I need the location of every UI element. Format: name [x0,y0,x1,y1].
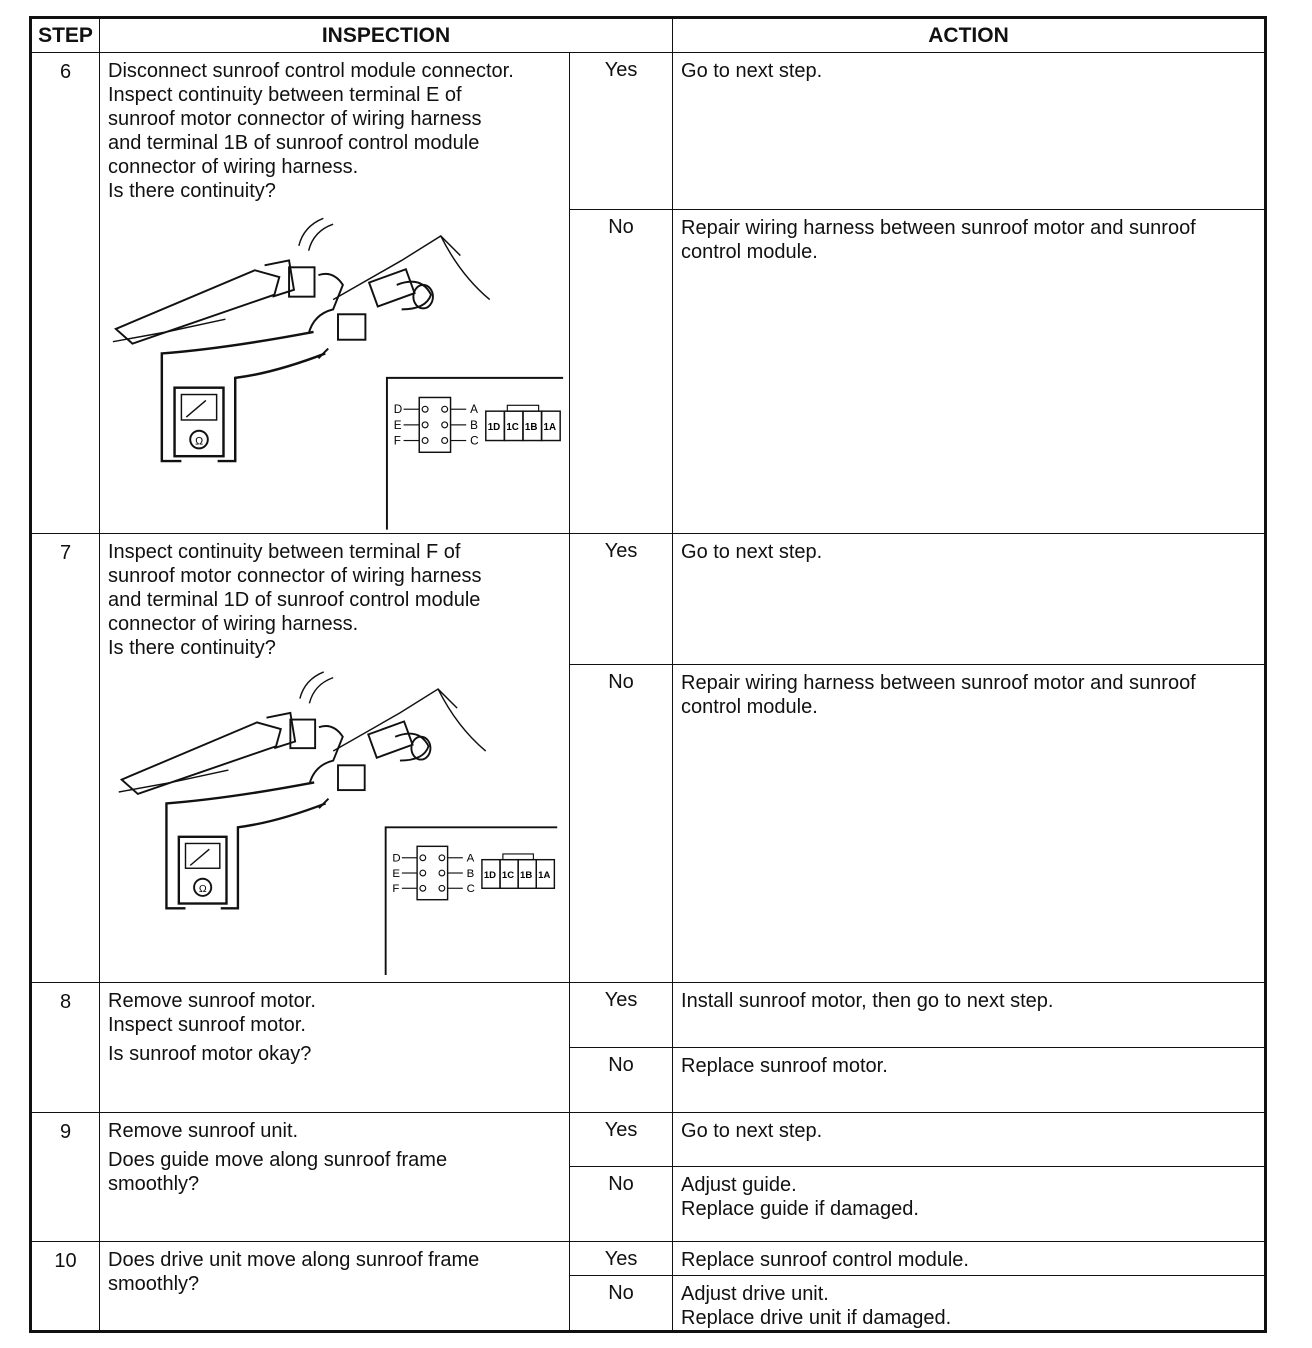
action-line: Go to next step. [681,60,823,82]
pin-label: D [392,852,401,865]
pin-label: E [392,867,400,880]
action-line: Install sunroof motor, then go to next step. [681,990,1054,1012]
pin-label: B [466,867,475,880]
yes-label: Yes [570,534,673,665]
yes-action [673,983,1266,1048]
action-line: Replace drive unit if damaged. [681,1307,952,1329]
step-number: 6 [31,53,100,534]
header-step: STEP [31,18,100,53]
terminal-label: 1D [487,421,501,433]
step-9-yes-row [31,1113,1266,1167]
step-number: 9 [31,1113,100,1242]
pin-label: C [470,434,479,448]
action-line: control module. [681,240,818,263]
inspection-line: connector of wiring harness. [108,613,359,635]
yes-action [673,534,1266,665]
action-line: control module. [681,696,818,718]
action-line: Go to next step. [681,1120,823,1142]
inspection-line: Is there continuity? [108,180,276,202]
inspection-line: Inspect continuity between terminal F of [108,541,461,563]
yes-action [673,53,1266,210]
pin-label: D [393,403,403,417]
no-label: No [570,209,673,533]
inspection-line: Remove sunroof motor. [108,990,316,1012]
step-10-yes-row [31,1242,1266,1276]
no-label: No [570,665,673,983]
inspection-line: Does drive unit move along sunroof frame [108,1249,480,1271]
action-line: Replace sunroof control module. [681,1249,969,1271]
action-line: Repair wiring harness between sunroof motor and sunroof [681,216,1196,239]
action-line: Repair wiring harness between sunroof motor and sunroof [681,672,1196,694]
step-number: 7 [31,534,100,983]
no-label: No [570,1048,673,1113]
yes-action [673,1113,1266,1167]
no-label: No [570,1167,673,1242]
terminal-label: 1A [538,869,551,881]
yes-label: Yes [570,1242,673,1276]
pin-label: C [466,883,475,896]
no-action [673,209,1266,533]
pin-label: A [466,852,475,865]
header-row [31,18,1266,53]
action-line: Replace guide if damaged. [681,1198,919,1220]
inspection-line: and terminal 1B of sunroof control module [108,132,480,154]
step-7-yes-row [31,534,1266,665]
no-action [673,1167,1266,1242]
inspection-line: Inspect sunroof motor. [108,1014,306,1036]
yes-label: Yes [570,53,673,210]
step-number: 10 [31,1242,100,1332]
pin-label: F [392,883,400,896]
step-8-inspection [100,983,570,1113]
inspection-line: Does guide move along sunroof frame [108,1149,448,1171]
step-9-inspection [100,1113,570,1242]
header-action: ACTION [673,18,1266,53]
terminal-label: 1B [520,869,533,881]
action-line: Adjust drive unit. [681,1283,829,1305]
pin-label: B [470,418,478,432]
terminal-label: 1A [543,421,557,433]
terminal-label: 1B [524,421,538,433]
continuity-check-illustration [108,213,563,533]
no-action [673,665,1266,983]
action-line: Adjust guide. [681,1174,797,1196]
inspection-line: and terminal 1D of sunroof control module [108,589,481,611]
inspection-line: smoothly? [108,1173,200,1195]
connector-pinout-inset [392,846,554,899]
inspection-line: sunroof motor connector of wiring harness [108,108,482,130]
connector-pinout-inset [394,397,560,452]
inspection-line: Is there continuity? [108,637,276,659]
yes-label: Yes [570,983,673,1048]
inspection-line: Is sunroof motor okay? [108,1043,312,1065]
step-10-inspection [100,1242,570,1332]
step-6-inspection [100,53,570,534]
terminal-label: 1D [483,869,496,881]
inspection-line: connector of wiring harness. [108,156,359,178]
terminal-label: 1C [506,421,519,433]
inspection-line: sunroof motor connector of wiring harness [108,565,482,587]
pin-label: A [470,403,478,417]
terminal-label: 1C [501,869,515,881]
pin-label: E [393,418,402,432]
step-number: 8 [31,983,100,1113]
inspection-line: Disconnect sunroof control module connector. [108,60,514,82]
yes-action [673,1242,1266,1276]
no-label: No [570,1276,673,1332]
action-line: Go to next step. [681,541,823,563]
inspection-line: Inspect continuity between terminal E of [108,84,462,106]
header-inspection: INSPECTION [100,18,673,53]
step-7-inspection [100,534,570,983]
diagnosis-table [29,16,1267,1333]
continuity-check-illustration [108,670,563,975]
inspection-line: Remove sunroof unit. [108,1120,299,1142]
step-8-yes-row [31,983,1266,1048]
pin-label: F [393,434,401,448]
no-action [673,1048,1266,1113]
action-line: Replace sunroof motor. [681,1055,888,1077]
step-6-yes-row [31,53,1266,210]
yes-label: Yes [570,1113,673,1167]
inspection-line: smoothly? [108,1273,200,1295]
no-action [673,1276,1266,1332]
